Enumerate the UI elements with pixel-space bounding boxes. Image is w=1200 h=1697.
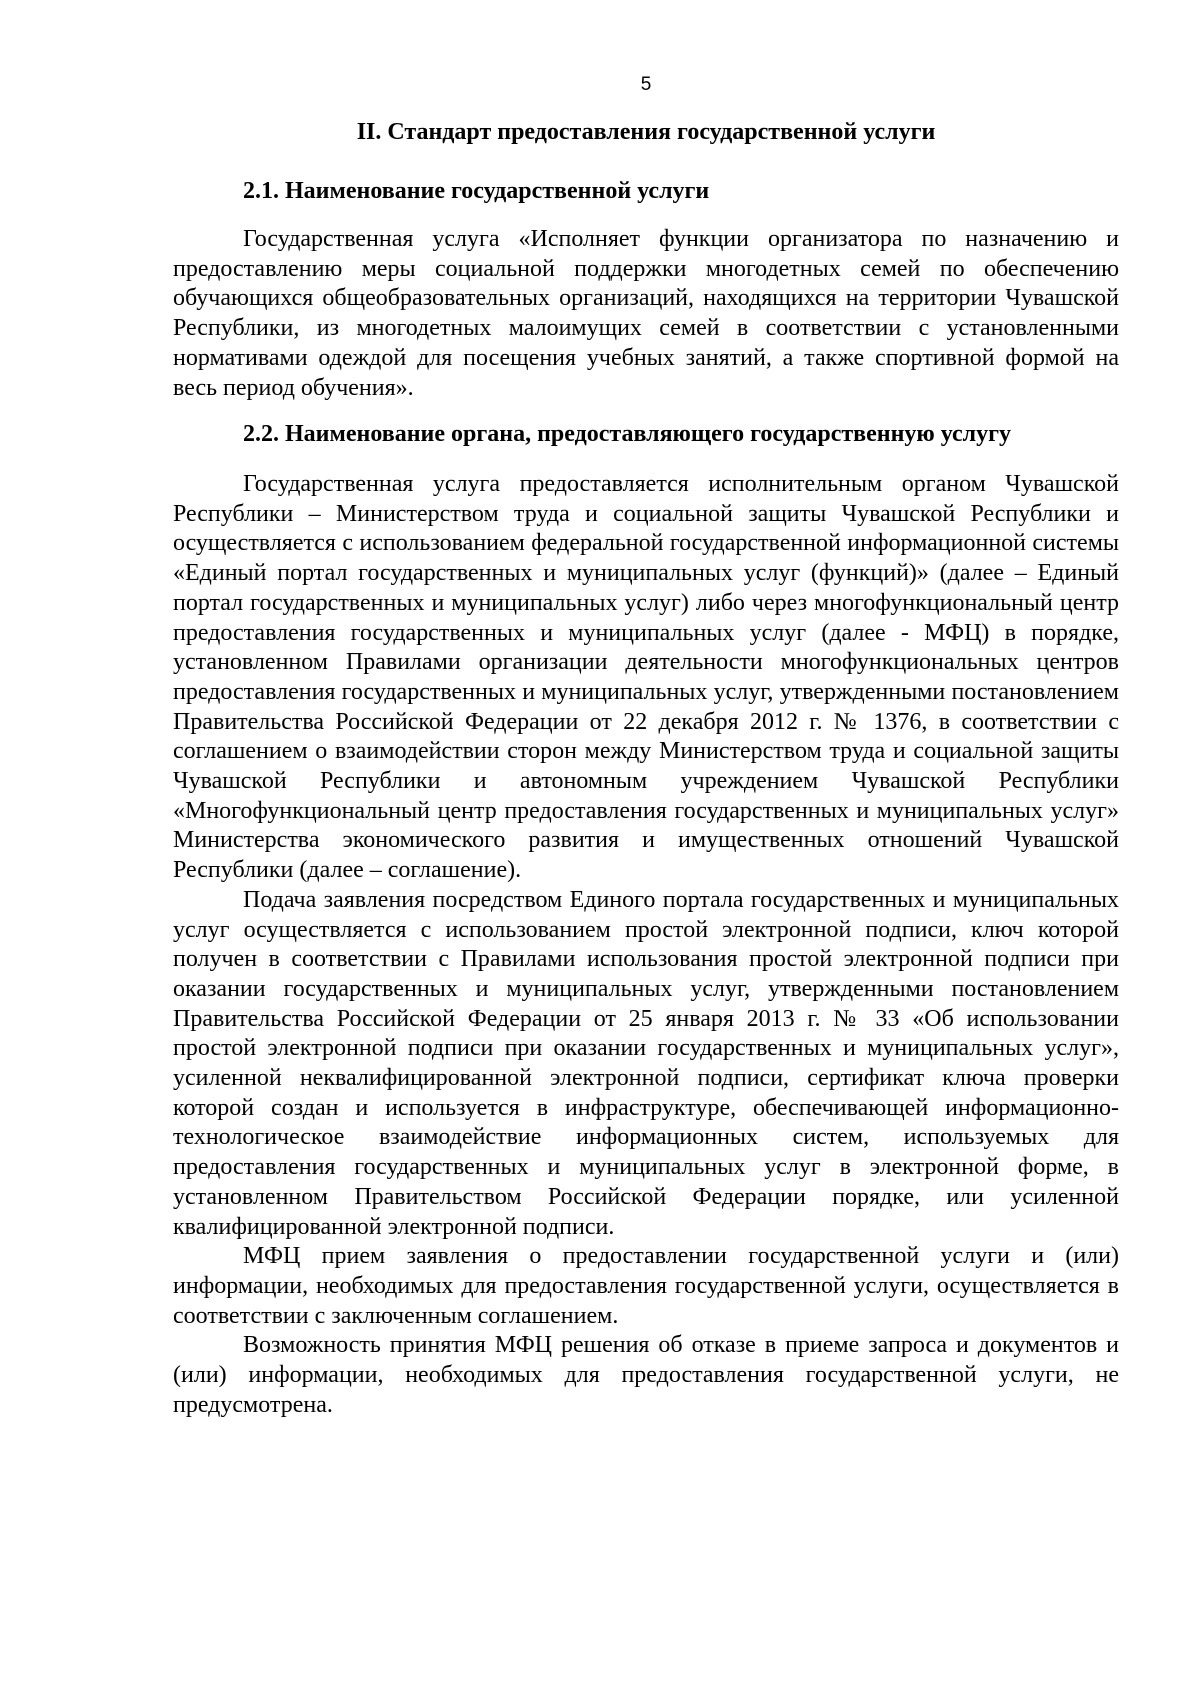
paragraph: Подача заявления посредством Единого портала государственных и муниципальных услуг осуществляется с использованием простой электронной подписи, ключ которой получен в соответствии с Правилами использования простой электронной подписи при оказании государственных и муниципальных услуг, утвержденными постановлением Правительства Российской Федерации от 25 января 2013 г. № 33 «Об использовании простой электронной подписи при оказании государственных и муниципальных услуг», усиленной неквалифицированной электронной подписи, сертификат ключа проверки которой создан и используется в инфраструктуре, обеспечивающей информационно-технологическое взаимодействие информационных систем, используемых для предоставления государственных и муниципальных услуг в электронной форме, в установленном Правительством Российской Федерации порядке, или усиленной квалифицированной электронной подписи. — [173, 886, 1119, 1240]
subsection-title-2-2: 2.2. Наименование органа, предоставляющего государственную услугу — [243, 421, 1012, 447]
paragraph: Государственная услуга предоставляется исполнительным органом Чувашской Республики – Министерством труда и социальной защиты Чувашской Республики и осуществляется с использованием федеральной государственной информационной системы «Единый портал государственных и муниципальных услуг (функций)» (далее – Единый портал государственных и муниципальных услуг) либо через многофункциональный центр предоставления государственных и муниципальных услуг (далее - МФЦ) в порядке, установленном Правилами организации деятельности многофункциональных центров предоставления государственных и муниципальных услуг, утвержденными постановлением Правительства Российской Федерации от 22 декабря 2012 г. № 1376, в соответствии с соглашением о взаимодействии сторон между Министерством труда и социальной защиты Чувашской Республики и автономным учреждением Чувашской Республики «Многофункциональный центр предоставления государственных и муниципальных услуг» Министерства экономического развития и имущественных отношений Чувашской Республики (далее – соглашение). — [173, 471, 1119, 884]
paragraph: МФЦ прием заявления о предоставлении государственной услуги и (или) информации, необходимых для предоставления государственной услуги, осуществляется в соответствии с заключенным соглашением. — [173, 1243, 1119, 1329]
subsection-title-2-1: 2.1. Наименование государственной услуги — [243, 178, 710, 204]
subsection-2-2-body — [173, 470, 1119, 1421]
page-number: 5 — [640, 74, 652, 95]
subsection-2-1-body — [173, 225, 1119, 403]
paragraph: Возможность принятия МФЦ решения об отказе в приеме запроса и документов и (или) информации, необходимых для предоставления государственной услуги, не предусмотрена. — [173, 1332, 1119, 1418]
paragraph: Государственная услуга «Исполняет функции организатора по назначению и предоставлению меры социальной поддержки многодетных семей по обеспечению обучающихся общеобразовательных организаций, находящихся на территории Чувашской Республики, из многодетных малоимущих семей в соответствии с установленными нормативами одеждой для посещения учебных занятий, а также спортивной формой на весь период обучения». — [173, 226, 1119, 401]
section-title: II. Стандарт предоставления государственной услуги — [356, 119, 936, 145]
